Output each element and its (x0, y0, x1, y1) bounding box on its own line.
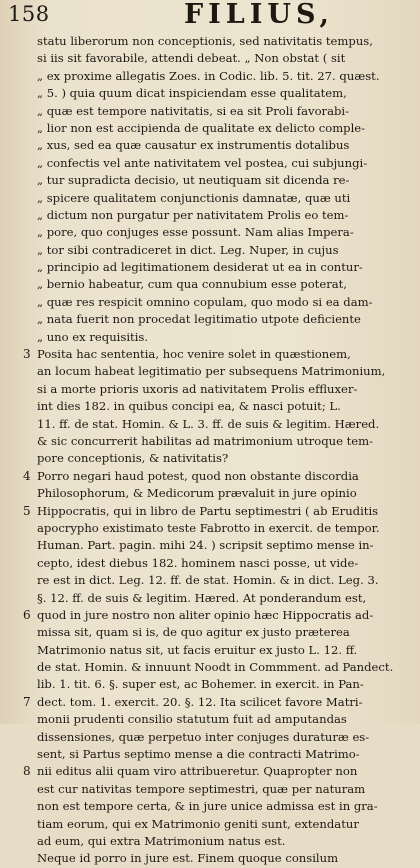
line-text: Human. Part. pagin. mihi 24. ) scripsit septimo mense in- (37, 538, 374, 553)
text-line (9, 120, 413, 137)
line-text: Philosophorum, & Medicorum prævaluit in jure opinio (37, 486, 357, 501)
line-text: nii editus alii quam viro attribueretur. Quapropter non (37, 764, 358, 779)
line-text: „ tur supradicta decisio, ut neutiquam sit dicenda re- (37, 173, 350, 188)
text-line (9, 398, 413, 415)
line-text: „ principio ad legitimationem desiderat ut ea in contur- (37, 260, 363, 275)
text-line (9, 329, 413, 346)
text-line (9, 537, 413, 554)
line-text: quod in jure nostro non aliter opinio hæc Hippocratis ad- (37, 607, 374, 622)
marginal-number: 8 (23, 764, 31, 779)
marginal-number: 4 (23, 468, 31, 483)
line-text: missa sit, quam si is, de quo agitur ex justo præterea (37, 625, 350, 640)
text-line (9, 468, 413, 485)
text-line (9, 33, 413, 50)
text-line (9, 833, 413, 850)
line-text: Neque id porro in jure est. Finem quoque consilum (37, 851, 339, 866)
text-line (9, 850, 413, 867)
running-title: FILIUS, (184, 0, 334, 30)
line-text: „ tor sibi contradiceret in dict. Leg. Nuper, in cujus (37, 242, 339, 257)
text-line (9, 85, 413, 102)
text-line (9, 207, 413, 224)
line-text: „ spicere qualitatem conjunctionis damnatæ, quæ uti (37, 190, 351, 205)
text-line (9, 155, 413, 172)
line-text: ad eum, qui extra Matrimonium natus est. (37, 833, 286, 848)
text-line (9, 729, 413, 746)
line-text: de stat. Homin. & innuunt Noodt in Commment. ad Pandect. (37, 660, 394, 675)
text-line (9, 172, 413, 189)
text-line (9, 416, 413, 433)
text-line (9, 659, 413, 676)
text-line (9, 572, 413, 589)
text-line (9, 311, 413, 328)
text-line (9, 224, 413, 241)
marginal-number: 7 (23, 694, 31, 709)
text-body (9, 33, 413, 868)
line-text: „ confectis vel ante nativitatem vel postea, cui subjungi- (37, 155, 368, 170)
text-line (9, 816, 413, 833)
line-text: „ bernio habeatur, cum qua connubium esse poterat, (37, 277, 347, 292)
line-text: re est in dict. Leg. 12. ff. de stat. Homin. & in dict. Leg. 3. (37, 573, 379, 588)
text-line (9, 763, 413, 780)
line-text: sent, si Partus septimo mense a die contracti Matrimo- (37, 747, 360, 762)
line-text: Posita hac sententia, hoc venire solet in quæstionem, (37, 347, 351, 362)
text-line (9, 259, 413, 276)
line-text: „ quæ est tempore nativitatis, si ea sit Proli favorabi- (37, 103, 350, 118)
text-line (9, 103, 413, 120)
line-text: dect. tom. 1. exercit. 20. §. 12. Ita scilicet favore Matri- (37, 694, 363, 709)
line-text: Hippocratis, qui in libro de Partu septimestri ( ab Eruditis (37, 503, 379, 518)
text-line (9, 694, 413, 711)
line-text: „ dictum non purgatur per nativitatem Prolis eo tem- (37, 207, 349, 222)
line-text: dissensiones, quæ perpetuo inter conjuges duraturæ es- (37, 729, 370, 744)
line-text: „ nata fuerit non procedat legitimatio utpote deficiente (37, 312, 361, 327)
marginal-number: 6 (23, 607, 31, 622)
text-line (9, 555, 413, 572)
line-text: Porro negari haud potest, quod non obstante discordia (37, 468, 359, 483)
text-line (9, 520, 413, 537)
text-line (9, 294, 413, 311)
page-header (0, 0, 420, 34)
text-line (9, 642, 413, 659)
line-text: „ ex proxime allegatis Zoes. in Codic. lib. 5. tit. 27. quæst. (37, 68, 380, 83)
line-text: §. 12. ff. de suis & legitim. Hæred. At ponderandum est, (37, 590, 367, 605)
text-line (9, 276, 413, 293)
line-text: statu liberorum non conceptionis, sed nativitatis tempus, (37, 34, 373, 48)
line-text: & sic concurrerit habilitas ad matrimonium utroque tem- (37, 433, 374, 448)
text-line (9, 381, 413, 398)
marginal-number: 5 (23, 503, 31, 518)
marginal-number: 3 (23, 347, 31, 362)
line-text: pore conceptionis, & nativitatis? (37, 451, 229, 466)
text-line (9, 50, 413, 67)
line-text: int dies 182. in quibus concipi ea, & nasci potuit; L. (37, 399, 341, 414)
line-text: „ quæ res respicit omnino copulam, quo modo si ea dam- (37, 294, 373, 309)
text-line (9, 798, 413, 815)
line-text: „ pore, quo conjuges esse possunt. Nam alias Impera- (37, 225, 354, 240)
text-line (9, 746, 413, 763)
line-text: tiam eorum, qui ex Matrimonio geniti sunt, extendatur (37, 816, 359, 831)
line-text: si a morte prioris uxoris ad nativitatem Prolis effluxer- (37, 381, 358, 396)
line-text: si iis sit favorabile, attendi debeat. „ Non obstat ( sit (37, 51, 346, 66)
line-text: an locum habeat legitimatio per subsequens Matrimonium, (37, 364, 386, 379)
text-line (9, 503, 413, 520)
line-text: Matrimonio natus sit, ut facis eruitur ex justo L. 12. ff. (37, 642, 358, 657)
line-text: „ lior non est accipienda de qualitate ex delicto comple- (37, 120, 366, 135)
text-line (9, 242, 413, 259)
text-line (9, 711, 413, 728)
line-text: monii prudenti consilio statutum fuit ad amputandas (37, 712, 347, 727)
page-number: 158 (8, 2, 50, 26)
line-text: non est tempore certa, & in jure unice admissa est in gra- (37, 799, 378, 814)
text-line (9, 363, 413, 380)
line-text: 11. ff. de stat. Homin. & L. 3. ff. de suis & legitim. Hæred. (37, 416, 380, 431)
line-text: „ xus, sed ea quæ causatur ex instrumentis dotalibus (37, 138, 350, 153)
text-line (9, 433, 413, 450)
line-text: „ 5. ) quia quum dicat inspiciendam esse qualitatem, (37, 86, 347, 101)
text-line (9, 346, 413, 363)
line-text: cepto, idest diebus 182. hominem nasci posse, ut vide- (37, 555, 359, 570)
line-text: apocrypho existimato teste Fabrotto in exercit. de tempor. (37, 520, 380, 535)
text-line (9, 676, 413, 693)
text-line (9, 624, 413, 641)
text-line (9, 137, 413, 154)
text-line (9, 781, 413, 798)
text-line (9, 450, 413, 467)
text-line (9, 590, 413, 607)
text-line (9, 68, 413, 85)
line-text: lib. 1. tit. 6. §. super est, ac Bohemer. in exercit. in Pan- (37, 677, 364, 692)
line-text: est cur nativitas tempore septimestri, quæ per naturam (37, 781, 366, 796)
text-line (9, 485, 413, 502)
text-line (9, 607, 413, 624)
text-line (9, 190, 413, 207)
line-text: „ uno ex requisitis. (37, 329, 149, 344)
